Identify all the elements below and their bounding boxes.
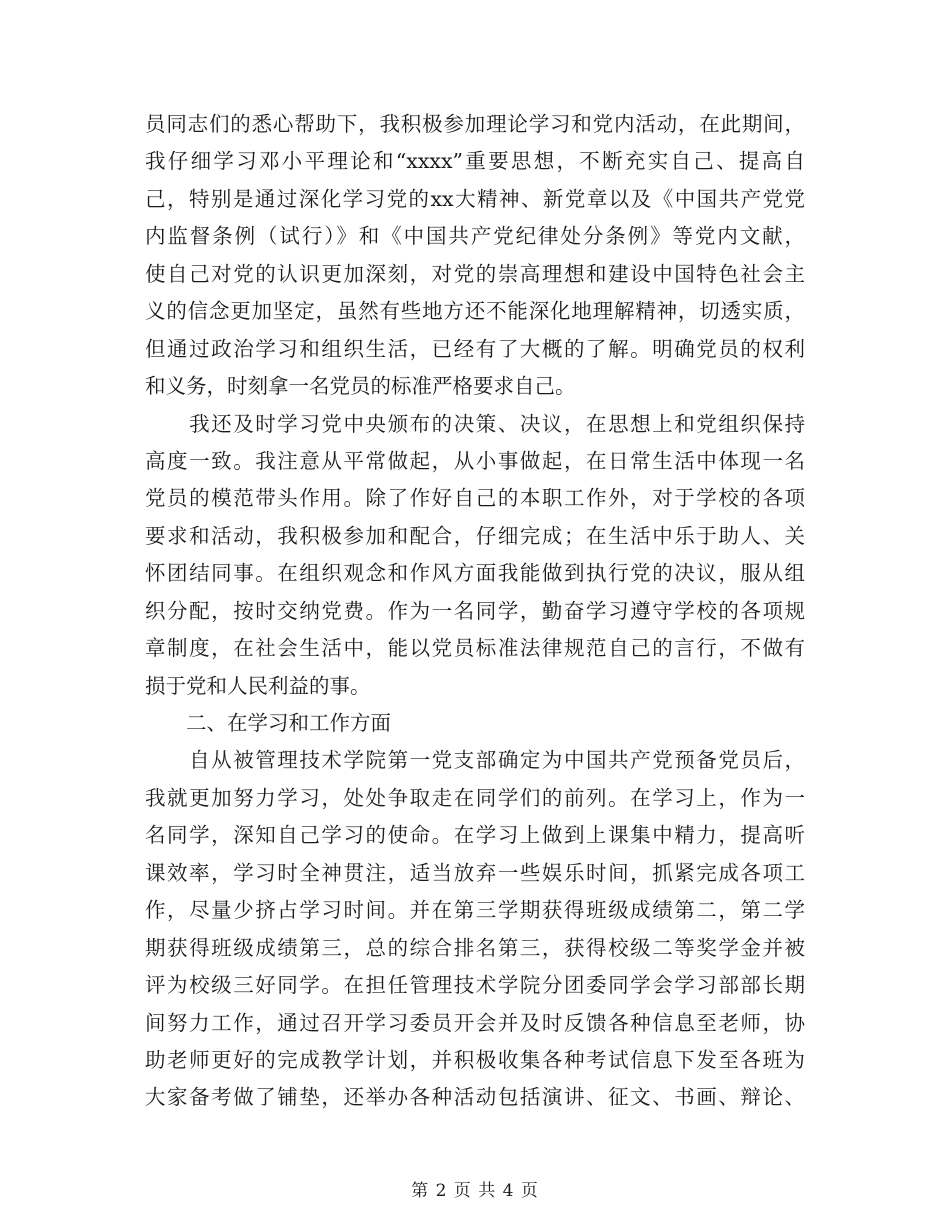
text-line: 自从被管理技术学院第一党支部确定为中国共产党预备党员后， [145, 748, 805, 773]
document-body [145, 106, 805, 1117]
text-line: 我仔细学习邓小平理论和“xxxx”重要思想，不断充实自己、提高自 [145, 149, 805, 174]
text-line: 内监督条例（试行）》和《中国共产党纪律处分条例》等党内文献， [145, 224, 805, 249]
text-line: 作，尽量少挤占学习时间。并在第三学期获得班级成绩第二，第二学 [145, 898, 805, 923]
text-line: 章制度，在社会生活中，能以党员标准法律规范自己的言行，不做有 [145, 636, 805, 661]
text-line: 己，特别是通过深化学习党的xx大精神、新党章以及《中国共产党党 [145, 186, 805, 211]
text-line: 名同学，深知自己学习的使命。在学习上做到上课集中精力，提高听 [145, 823, 805, 848]
text-line: 大家备考做了铺垫，还举办各种活动包括演讲、征文、书画、辩论、 [145, 1085, 805, 1110]
text-line: 间努力工作，通过召开学习委员开会并及时反馈各种信息至老师，协 [145, 1010, 805, 1035]
text-line: 评为校级三好同学。在担任管理技术学院分团委同学会学习部部长期 [145, 973, 805, 998]
text-line: 我还及时学习党中央颁布的决策、决议，在思想上和党组织保持 [145, 411, 805, 436]
text-line: 课效率，学习时全神贯注，适当放弃一些娱乐时间，抓紧完成各项工 [145, 860, 805, 885]
text-line: 义的信念更加坚定，虽然有些地方还不能深化地理解精神，切透实质， [145, 299, 805, 324]
text-line: 我就更加努力学习，处处争取走在同学们的前列。在学习上，作为一 [145, 785, 805, 810]
text-line: 但通过政治学习和组织生活，已经有了大概的了解。明确党员的权利 [145, 336, 805, 361]
text-line: 损于党和人民利益的事。 [145, 673, 371, 698]
text-line: 使自己对党的认识更加深刻，对党的崇高理想和建设中国特色社会主 [145, 261, 805, 286]
page-number-footer: 第 2 页 共 4 页 [411, 1181, 539, 1201]
text-line: 期获得班级成绩第三，总的综合排名第三，获得校级二等奖学金并被 [145, 935, 805, 960]
text-line: 要求和活动，我积极参加和配合，仔细完成；在生活中乐于助人、关 [145, 523, 805, 548]
text-line: 怀团结同事。在组织观念和作风方面我能做到执行党的决议，服从组 [145, 561, 805, 586]
section-heading: 二、在学习和工作方面 [145, 711, 391, 735]
text-line: 党员的模范带头作用。除了作好自己的本职工作外，对于学校的各项 [145, 486, 805, 511]
text-line: 员同志们的悉心帮助下，我积极参加理论学习和党内活动，在此期间， [145, 112, 805, 136]
text-line: 织分配，按时交纳党费。作为一名同学，勤奋学习遵守学校的各项规 [145, 598, 805, 623]
text-line: 和义务，时刻拿一名党员的标准严格要求自己。 [145, 374, 576, 399]
text-line: 助老师更好的完成教学计划，并积极收集各种考试信息下发至各班为 [145, 1047, 805, 1072]
text-line: 高度一致。我注意从平常做起，从小事做起，在日常生活中体现一名 [145, 448, 805, 473]
